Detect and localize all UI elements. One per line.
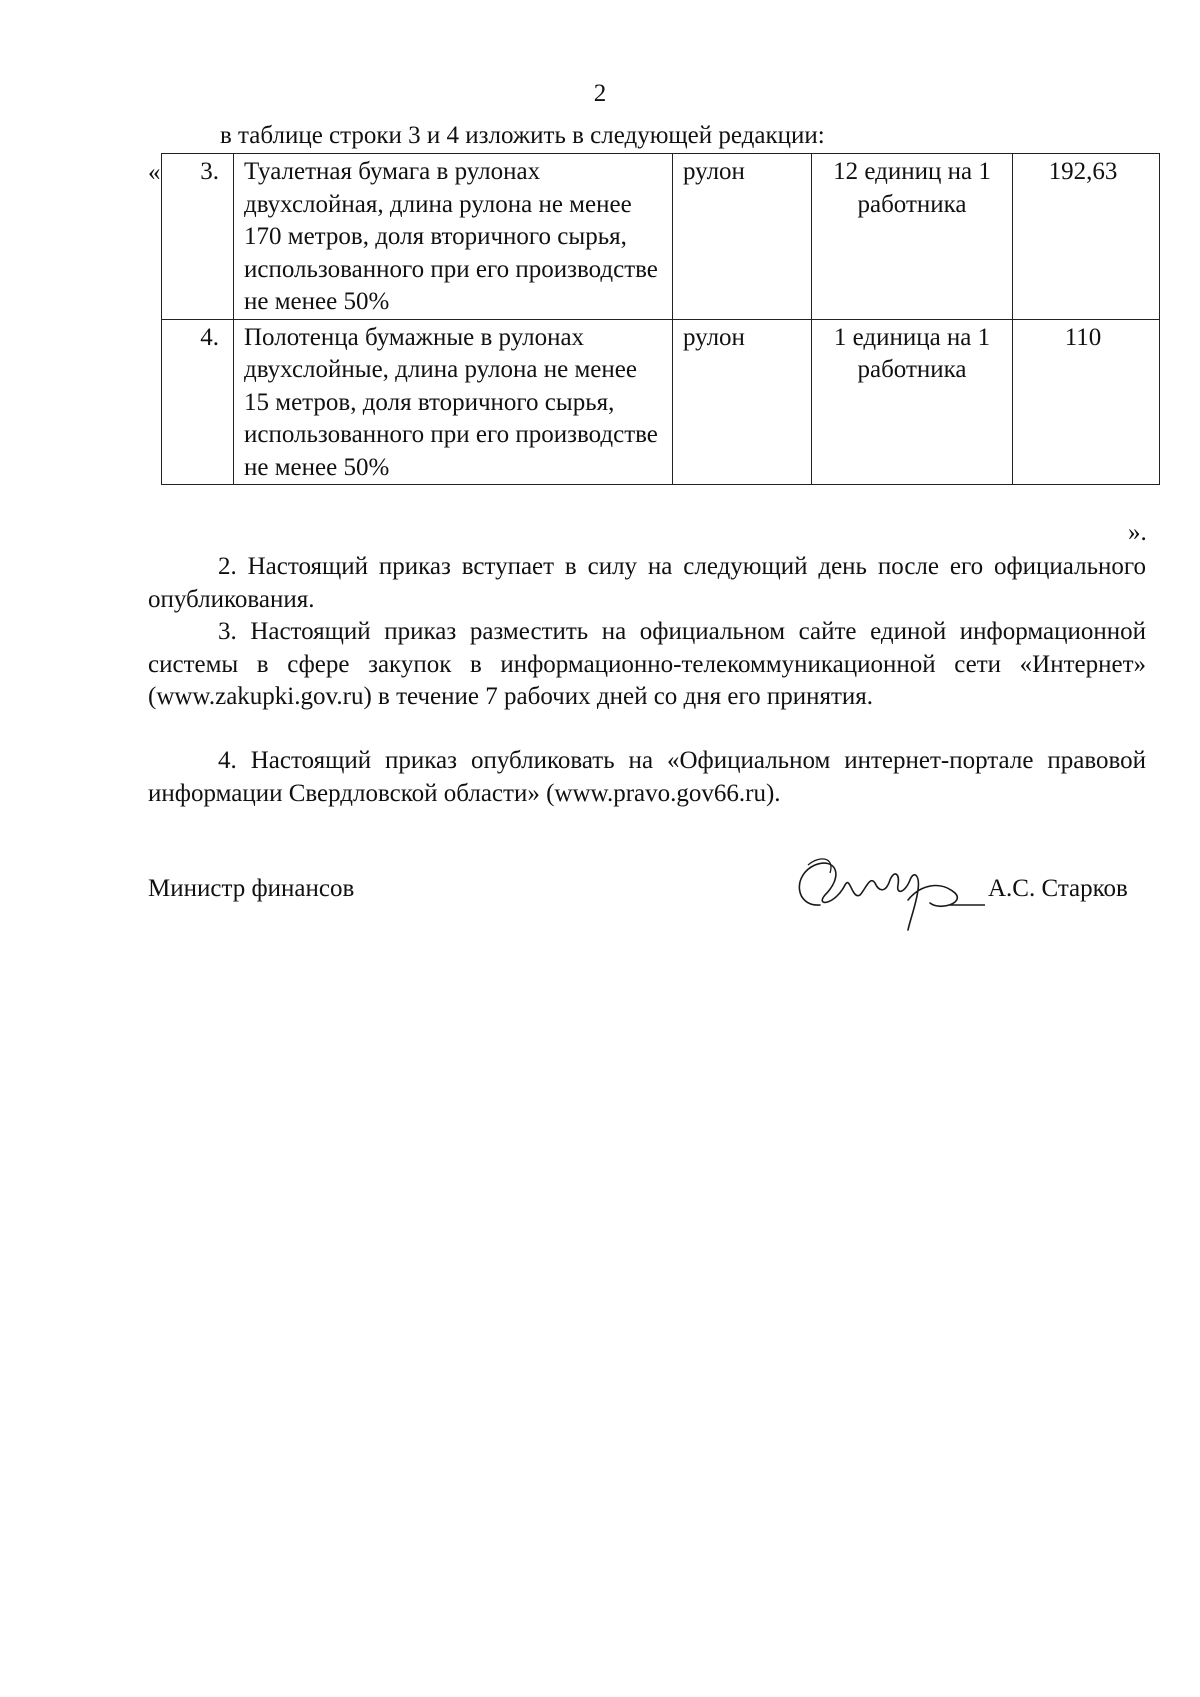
item-price: 110 xyxy=(1013,319,1160,485)
item-price: 192,63 xyxy=(1013,154,1160,320)
table-row xyxy=(162,154,1160,320)
item-name: Туалетная бумага в рулонах двухслойная, длина рулона не менее 170 метров, доля вторичного сырья, использованного при его производстве не менее 50% xyxy=(234,154,673,320)
item-unit: рулон xyxy=(673,319,812,485)
row-number: 4. xyxy=(162,319,234,485)
page-number: 2 xyxy=(593,80,607,107)
opening-quote: « xyxy=(148,159,161,186)
signatory-name: А.С. Старков xyxy=(988,875,1128,902)
paragraph-3 xyxy=(148,616,1146,714)
table-row xyxy=(162,319,1160,485)
handwritten-signature xyxy=(790,845,985,935)
item-quantity: 1 единица на 1 работника xyxy=(812,319,1013,485)
signatory-position: Министр финансов xyxy=(148,875,355,902)
paragraph-4-text: 4. Настоящий приказ опубликовать на «Официальном интернет-портале правовой информации Свердловской области» (www.pravo.gov66.ru). xyxy=(148,747,1146,807)
item-name: Полотенца бумажные в рулонах двухслойные, длина рулона не менее 15 метров, доля вторичного сырья, использованного при его производстве не менее 50% xyxy=(234,319,673,485)
closing-quote: ». xyxy=(1128,519,1147,546)
norms-table xyxy=(161,153,1160,485)
row-number: 3. xyxy=(162,154,234,320)
paragraph-3-text: 3. Настоящий приказ разместить на официальном сайте единой информационной системы в сфере закупок в информационно-телекоммуникационной сети «Интернет» (www.zakupki.gov.ru) в течение 7 рабочих дней со дня его принятия. xyxy=(148,618,1146,710)
item-quantity: 12 единиц на 1 работника xyxy=(812,154,1013,320)
item-unit: рулон xyxy=(673,154,812,320)
table-intro-text: в таблице строки 3 и 4 изложить в следующей редакции: xyxy=(220,122,825,149)
paragraph-4 xyxy=(148,745,1146,810)
paragraph-2 xyxy=(148,551,1146,616)
paragraph-2-text: 2. Настоящий приказ вступает в силу на следующий день после его официального опубликования. xyxy=(148,553,1146,613)
